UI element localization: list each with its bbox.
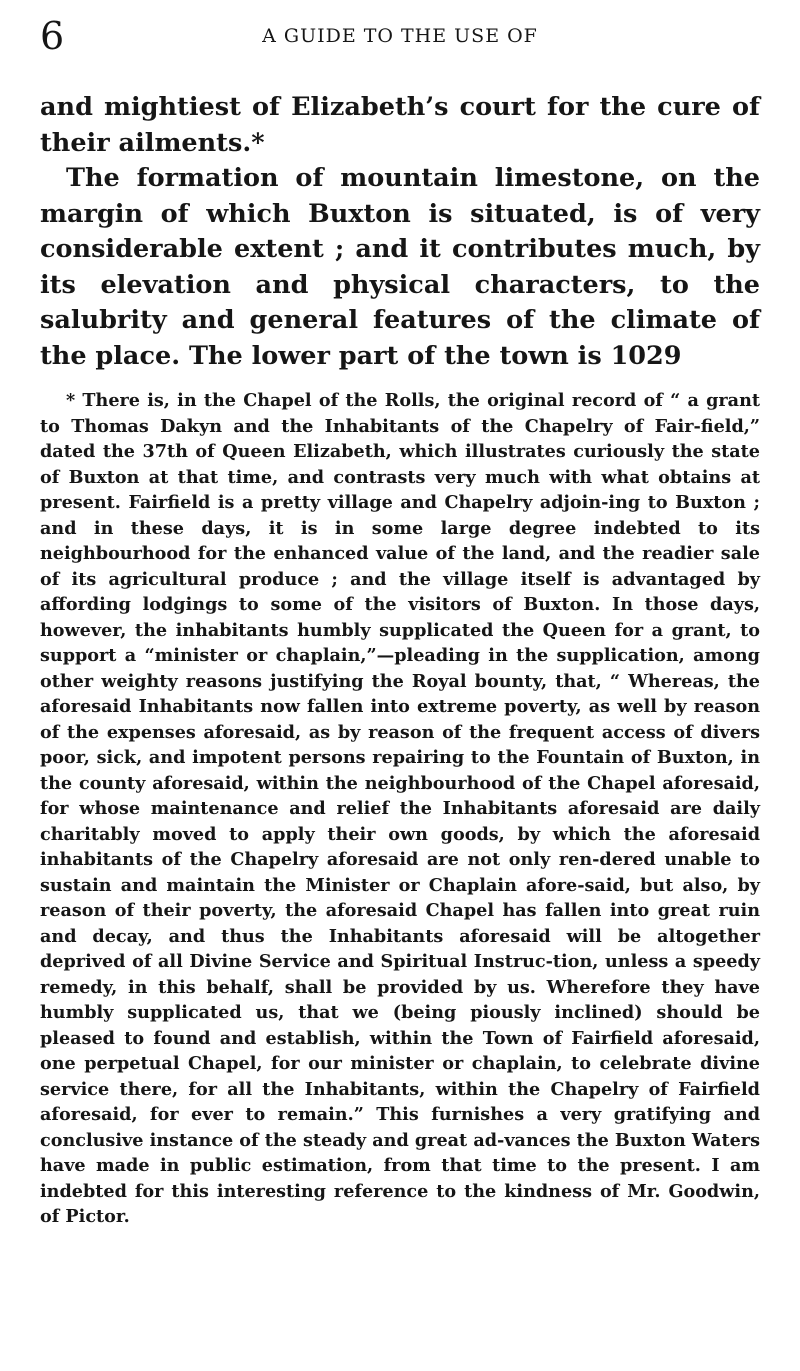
paragraph-continuation: and mightiest of Elizabeth’s court for the cure of their ailments.* xyxy=(40,92,760,158)
main-text xyxy=(40,90,760,374)
footnote: * There is, in the Chapel of the Rolls, the original record of “ a grant to Thomas Dakyn and the Inhabitants of the Chapelry of Fair-field,” dated the 37th of Queen Elizabeth, which illustrates curiously the state of Buxton at that time, and contrasts very much with what obtains at present. Fairfield is a pretty village and Chapelry adjoin-ing to Buxton ; and in these days, it is in some large degree indebted to its neighbourhood for the enhanced value of the land, and the readier sale of its agricultural produce ; and the village itself is advantaged by affording lodgings to some of the visitors of Buxton. In those days, however, the inhabitants humbly supplicated the Queen for a grant, to support a “minister or chaplain,”—pleading in the supplication, among other weighty reasons justifying the Royal bounty, that, “ Whereas, the aforesaid Inhabitants now fallen into extreme poverty, as well by reason of the expenses aforesaid, as by reason of the frequent access of divers poor, sick, and impotent persons repairing to the Fountain of Buxton, in the county aforesaid, within the neighbourhood of the Chapel aforesaid, for whose maintenance and relief the Inhabitants aforesaid are daily charitably moved to apply their own goods, by which the aforesaid inhabitants of the Chapelry aforesaid are not only ren-dered unable to sustain and maintain the Minister or Chaplain afore-said, but also, by reason of their poverty, the aforesaid Chapel has fallen into great ruin and decay, and thus the Inhabitants aforesaid will be altogether deprived of all Divine Service and Spiritual Instruc-tion, unless a speedy remedy, in this behalf, shall be provided by us. Wherefore they have humbly supplicated us, that we (being piously inclined) should be pleased to found and establish, within the Town of Fairfield aforesaid, one perpetual Chapel, for our minister or chaplain, to celebrate divine service there, for all the Inhabitants, within the Chapelry of Fairfield aforesaid, for ever to remain.” This furnishes a very gratifying and conclusive instance of the steady and great ad-vances the Buxton Waters have made in public estimation, from that time to the present. I am indebted for this interesting reference to the kindness of Mr. Goodwin, of Pictor. xyxy=(40,390,760,1227)
paragraph-limestone: The formation of mountain limestone, on the margin of which Buxton is situated, is of very considerable extent ; and it contributes much, by its elevation and physical characters, to the salubrity and general features of the climate of the place. The lower part of the town is 1029 xyxy=(40,163,760,371)
running-head xyxy=(40,14,760,58)
running-title: A GUIDE TO THE USE OF xyxy=(262,25,538,47)
page-number: 6 xyxy=(40,14,65,58)
book-page xyxy=(40,14,760,1230)
